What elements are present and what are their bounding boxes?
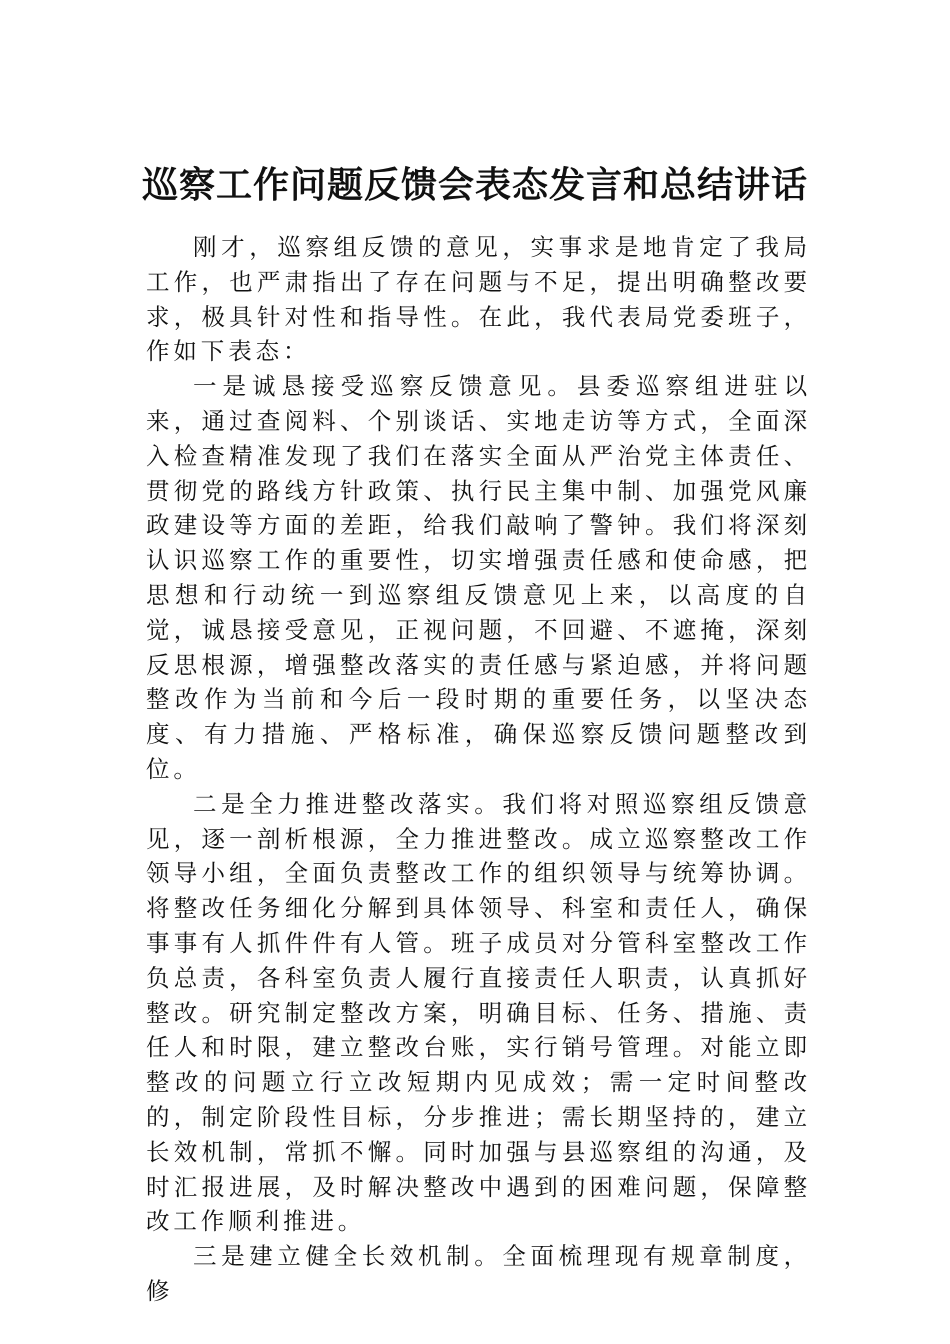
paragraph-intro: 刚才，巡察组反馈的意见，实事求是地肯定了我局工作，也严肃指出了存在问题与不足，提出明确整改要求，极具针对性和指导性。在此，我代表局党委班子，作如下表态： [146, 233, 811, 366]
paragraph-point-1: 一是诚恳接受巡察反馈意见。县委巡察组进驻以来，通过查阅料、个别谈话、实地走访等方式，全面深入检查精准发现了我们在落实全面从严治党主体责任、贯彻党的路线方针政策、执行民主集中制、加强党风廉政建设等方面的差距，给我们敲响了警钟。我们将深刻认识巡察工作的重要性，切实增强责任感和使命感，把思想和行动统一到巡察组反馈意见上来，以高度的自觉，诚恳接受意见，正视问题，不回避、不遮掩，深刻反思根源，增强整改落实的责任感与紧迫感，并将问题整改作为当前和今后一段时期的重要任务，以坚决态度、有力措施、严格标准，确保巡察反馈问题整改到位。 [146, 372, 811, 783]
document-title: 巡察工作问题反馈会表态发言和总结讲话 [141, 164, 808, 206]
paragraph-point-3: 三是建立健全长效机制。全面梳理现有规章制度，修 [146, 1242, 811, 1305]
document-body [146, 230, 811, 1309]
paragraph-point-2: 二是全力推进整改落实。我们将对照巡察组反馈意见，逐一剖析根源，全力推进整改。成立巡察整改工作领导小组，全面负责整改工作的组织领导与统筹协调。将整改任务细化分解到具体领导、科室和责任人，确保事事有人抓件件有人管。班子成员对分管科室整改工作负总责，各科室负责人履行直接责任人职责，认真抓好整改。研究制定整改方案，明确目标、任务、措施、责任人和时限，建立整改台账，实行销号管理。对能立即整改的问题立行立改短期内见成效；需一定时间整改的，制定阶段性目标，分步推进；需长期坚持的，建立长效机制，常抓不懈。同时加强与县巡察组的沟通，及时汇报进展，及时解决整改中遇到的困难问题，保障整改工作顺利推进。 [146, 789, 811, 1236]
